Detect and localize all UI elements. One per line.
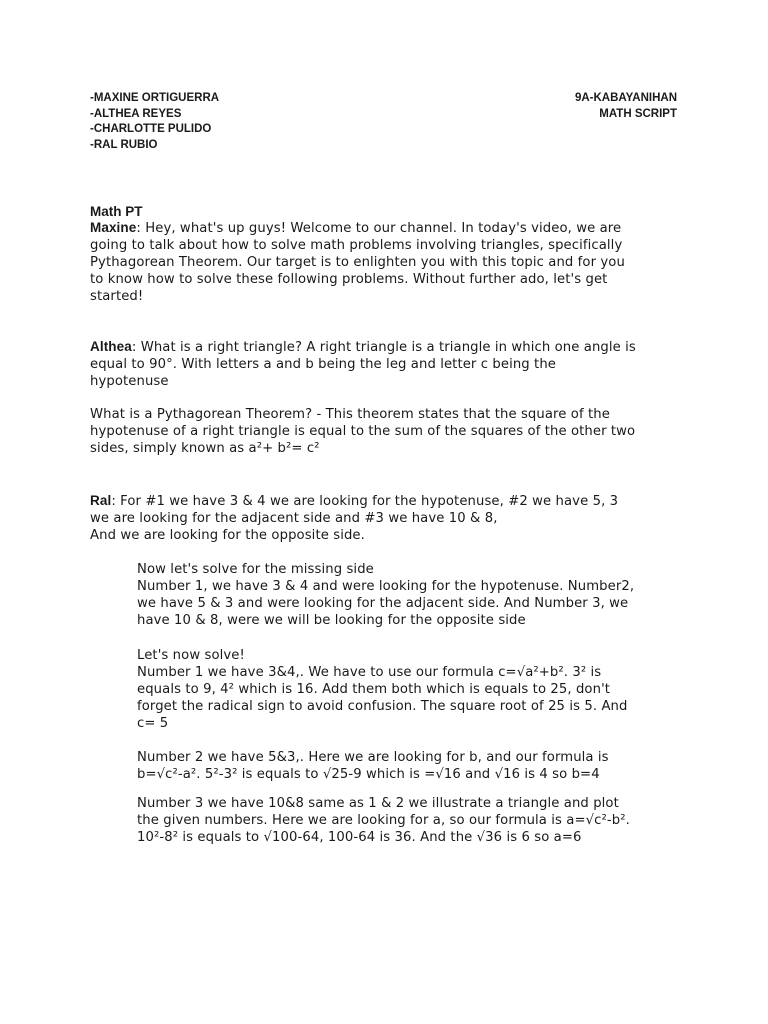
solution-1-paragraph — [137, 647, 682, 732]
paragraph-line: Pythagorean Theorem. Our target is to enlighten you with this topic and for you — [90, 255, 625, 271]
paragraph-line: going to talk about how to solve math problems involving triangles, specifically — [90, 238, 623, 254]
paragraph-line: equals to 9, 4² which is 16. Add them both which is equals to 25, don't — [137, 682, 611, 698]
document-title: Math PT — [90, 204, 143, 219]
author-name: -CHARLOTTE PULIDO — [90, 123, 212, 135]
paragraph-line: have 10 & 8, were we will be looking for the opposite side — [137, 613, 526, 629]
solution-3-paragraph — [137, 795, 682, 846]
paragraph-line: we are looking for the adjacent side and #3 we have 10 & 8, — [90, 511, 498, 527]
paragraph-line: the given numbers. Here we are looking for a, so our formula is a=√c²-b². — [137, 813, 630, 829]
author-name: -MAXINE ORTIGUERRA — [90, 92, 220, 104]
althea-paragraph — [90, 338, 690, 390]
author-list — [90, 91, 219, 153]
header-info — [575, 91, 677, 122]
solution-2-paragraph — [137, 749, 682, 783]
paragraph-line: Number 1, we have 3 & 4 and were looking for the hypotenuse. Number2, — [137, 579, 635, 595]
section-name: 9A-KABAYANIHAN — [574, 92, 677, 104]
paragraph-line: Let's now solve! — [137, 648, 245, 663]
paragraph-line: b=√c²-a². 5²-3² is equals to √25-9 which is =√16 and √16 is 4 so b=4 — [137, 767, 600, 783]
paragraph-line: Number 1 we have 3&4,. We have to use our formula c=√a²+b². 3² is — [137, 665, 602, 681]
paragraph-line: we have 5 & 3 and were looking for the adjacent side. And Number 3, we — [137, 596, 629, 612]
paragraph-line: Althea: What is a right triangle? A right triangle is a triangle in which one angle is — [90, 339, 636, 355]
paragraph-line: Number 3 we have 10&8 same as 1 & 2 we illustrate a triangle and plot — [137, 796, 619, 811]
paragraph-line: 10²-8² is equals to √100-64, 100-64 is 36. And the √36 is 6 so a=6 — [137, 830, 582, 846]
paragraph-line: started! — [90, 289, 144, 305]
paragraph-line: Ral: For #1 we have 3 & 4 we are looking for the hypotenuse, #2 we have 5, 3 — [90, 493, 619, 509]
paragraph-line: equal to 90°. With letters a and b being the leg and letter c being the — [90, 357, 557, 373]
paragraph-line: forget the radical sign to avoid confusion. The square root of 25 is 5. And — [137, 699, 628, 715]
ral-paragraph — [90, 492, 690, 544]
theorem-paragraph — [90, 406, 690, 457]
paragraph-line: Now let's solve for the missing side — [137, 562, 374, 577]
paragraph-line: What is a Pythagorean Theorem? - This theorem states that the square of the — [90, 407, 610, 422]
paragraph-line: Number 2 we have 5&3,. Here we are looking for b, and our formula is — [137, 750, 609, 765]
author-name: -ALTHEA REYES — [90, 107, 182, 120]
maxine-paragraph — [90, 219, 690, 305]
paragraph-line: Maxine: Hey, what's up guys! Welcome to our channel. In today's video, we are — [90, 220, 622, 236]
author-name: -RAL RUBIO — [90, 138, 158, 151]
missing-side-paragraph — [137, 561, 682, 629]
document-type: MATH SCRIPT — [599, 107, 677, 120]
speaker-name: Maxine — [90, 220, 137, 235]
speaker-name: Ral — [90, 493, 112, 508]
paragraph-line: And we are looking for the opposite side. — [90, 528, 365, 544]
paragraph-line: c= 5 — [137, 716, 169, 732]
speaker-name: Althea — [90, 339, 132, 354]
paragraph-line: hypotenuse of a right triangle is equal to the sum of the squares of the other two — [90, 424, 636, 440]
paragraph-line: to know how to solve these following problems. Without further ado, let's get — [90, 272, 608, 288]
paragraph-line: hypotenuse — [90, 374, 169, 390]
paragraph-line: sides, simply known as a²+ b²= c² — [90, 441, 320, 457]
